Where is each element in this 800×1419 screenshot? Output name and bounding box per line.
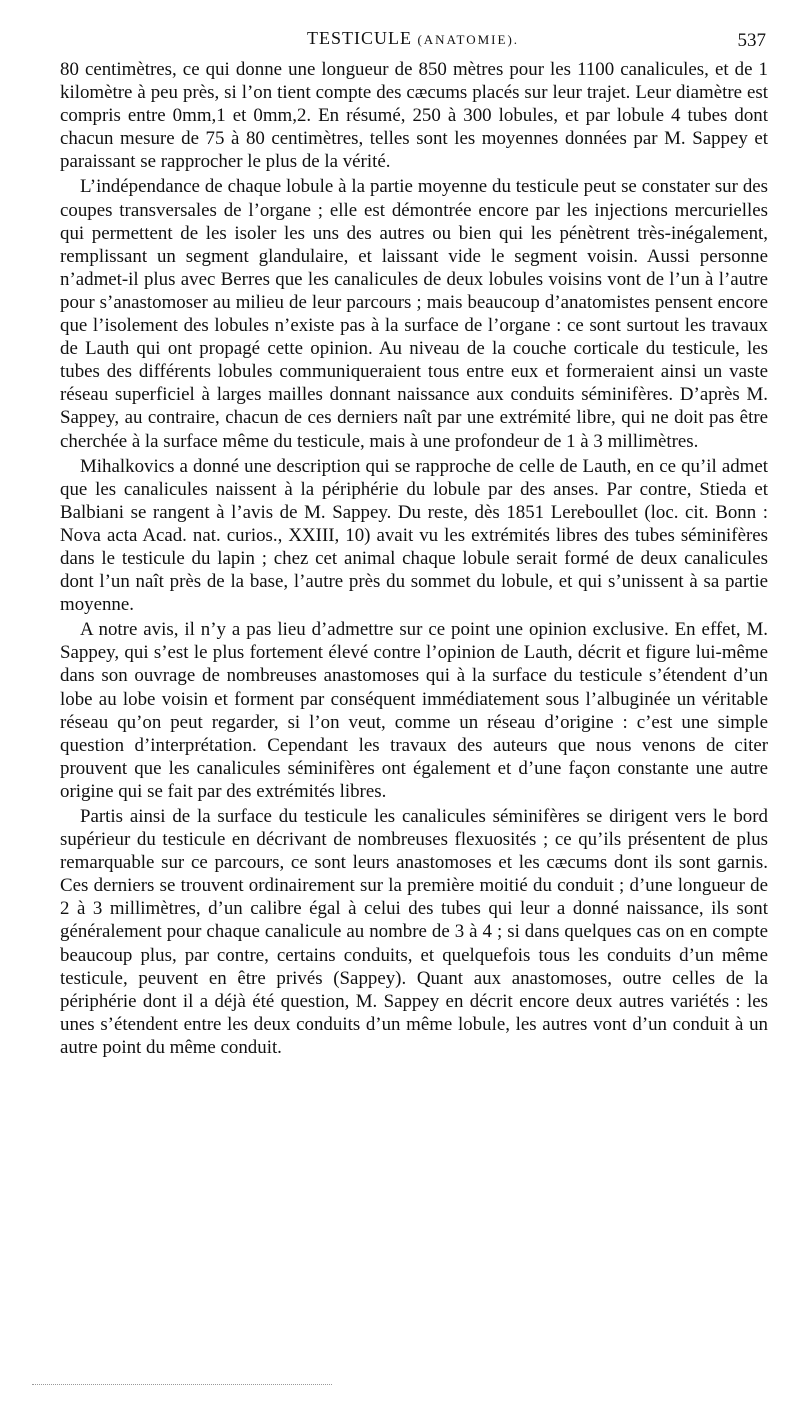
paragraph-3: Mihalkovics a donné une description qui se rapproche de celle de Lauth, en ce qu’il admet que les canalicules naissent à la périphérie du lobule par des anses. Par contre, Stieda et Balbiani se rangent à l’avis de M. Sappey. Du reste, dès 1851 Lereboullet (loc. cit. Bonn : Nova acta Acad. nat. curios., XXIII, 10) avait vu les extrémités libres des tubes séminifères dans le testicule du lapin ; chez cet animal chaque lobule serait formé de deux canalicules dont l’un naît près de la base, l’autre près du sommet du lobule, et qui s’unissent à sa partie moyenne. [60,455,768,616]
paragraph-4: A notre avis, il n’y a pas lieu d’admettre sur ce point une opinion exclusive. En effet, M. Sappey, qui s’est le plus fortement élevé contre l’opinion de Lauth, décrit et figure lui-même dans son ouvrage de nombreuses anastomoses qui à la surface du testicule s’étendent d’un lobe au lobe voisin et forment par conséquent immédiatement sous l’albuginée un véritable réseau qu’on peut regarder, si l’on veut, comme un réseau d’origine : c’est une simple question d’interprétation. Cependant les travaux des auteurs que nous venons de citer prouvent que les canalicules séminifères ont également et d’une façon constante une autre origine qui se fait par des extrémités libres. [60,619,768,802]
paragraph-2: L’indépendance de chaque lobule à la partie moyenne du testicule peut se constater sur des coupes transversales de l’organe ; elle est démontrée encore par les injections mercurielles qui permettent de les isoler les uns des autres ou bien qui les pénètrent très-inégalement, remplissant un segment glandulaire, et laissant vide le segment voisin. Aussi personne n’admet-il plus avec Berres que les canalicules de deux lobules voisins vont de l’un à l’autre pour s’anastomoser au milieu de leur parcours ; mais beaucoup d’anatomistes pensent encore que l’isolement des lobules n’existe pas à la surface de l’organe : ce sont surtout les travaux de Lauth qui ont propagé cette opinion. Au niveau de la couche corticale du testicule, les tubes des différents lobules communiqueraient tous entre eux et formeraient ainsi un vaste réseau superficiel à larges mailles donnant naissance aux conduits séminifères. D’après M. Sappey, au contraire, chacun de ces derniers naît par une extrémité libre, qui ne doit pas être cherchée à la surface même du testicule, mais à une profondeur de 1 à 3 millimètres. [60,176,768,452]
footer-rule [32,1384,332,1385]
running-title-main: TESTICULE [306,28,412,48]
paragraph-5: Partis ainsi de la surface du testicule les canalicules séminifères se dirigent vers le bord supérieur du testicule en décrivant de nombreuses flexuosités ; ce qu’ils présentent de plus remarquable sur ce parcours, ce sont leurs anastomoses et les cæcums dont ils sont garnis. Ces derniers se trouvent ordinairement sur la première moitié du conduit ; d’une longueur de 2 à 3 millimètres, d’un calibre égal à celui des tubes qui leur a donné naissance, ils sont généralement pour chaque canalicule au nombre de 3 à 4 ; si dans quelques cas on en compte beaucoup plus, par contre, certains conduits, et quelquefois tous les conduits d’un même testicule, peuvent en être privés (Sappey). Quant aux anastomoses, outre celles de la périphérie dont il a déjà été question, M. Sappey en décrit encore deux autres variétés : les unes s’étendent entre les deux conduits d’un même lobule, les autres vont d’un conduit à un autre point du même conduit. [60,806,768,1058]
body-text [60,58,768,1061]
running-title [60,28,766,49]
running-title-section: (ANATOMIE). [417,32,520,47]
paragraph-1: 80 centimètres, ce qui donne une longueur de 850 mètres pour les 1100 canalicules, et de 1 kilomètre à peu près, si l’on tient compte des cæcums placés sur leur trajet. Leur diamètre est compris entre 0mm,1 et 0mm,2. En résumé, 250 à 300 lobules, et par lobule 4 tubes dont chacun mesure de 75 à 80 centimètres, telles sont les moyennes données par M. Sappey et paraissant se rapprocher le plus de la vérité. [60,59,768,173]
page-number: 537 [737,30,766,51]
running-head [60,28,766,58]
